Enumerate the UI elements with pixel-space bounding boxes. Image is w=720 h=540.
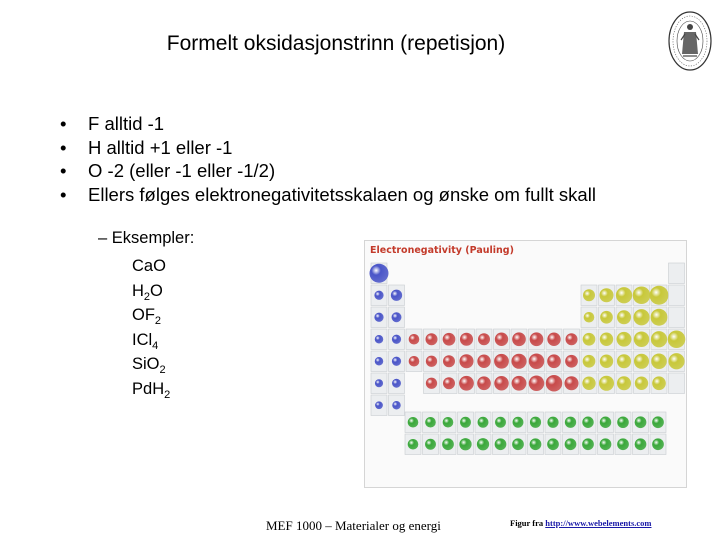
formula-subscript: 2: [154, 315, 162, 328]
electronegativity-ball: [547, 333, 560, 346]
figure-title: Electronegativity (Pauling): [370, 245, 514, 256]
bullet-text: H alltid +1 eller -1: [88, 136, 233, 158]
electronegativity-ball: [478, 333, 490, 345]
electronegativity-ball: [512, 332, 526, 346]
example-formula: [132, 254, 170, 279]
electronegativity-ball: [494, 354, 509, 369]
electronegativity-ball: [459, 376, 474, 391]
electronegativity-ball: [582, 438, 594, 450]
bullet-text: Ellers følges elektronegativitetsskalaen og ønske om fullt skall: [88, 183, 596, 205]
sub-bullet-text: Eksempler:: [111, 229, 195, 247]
element-cell: [669, 263, 685, 284]
formula-subscript: 2: [159, 364, 166, 377]
electronegativity-ball: [459, 354, 473, 368]
electronegativity-ball: [443, 377, 455, 389]
electronegativity-ball: [512, 376, 527, 391]
electronegativity-ball: [583, 355, 596, 368]
electronegativity-ball: [600, 333, 613, 346]
electronegativity-ball: [600, 438, 612, 450]
bullet-text: O -2 (eller -1 eller -1/2): [88, 160, 276, 182]
electronegativity-ball: [408, 439, 419, 450]
electronegativity-ball: [512, 438, 524, 450]
electronegativity-ball: [566, 333, 578, 345]
electronegativity-ball: [392, 379, 401, 388]
electronegativity-ball: [374, 313, 383, 322]
electronegativity-ball: [633, 286, 651, 304]
formula-part: Si: [132, 355, 147, 374]
formula-part: OF: [132, 306, 155, 325]
formula-part: H: [152, 379, 165, 398]
electronegativity-ball: [652, 438, 664, 450]
sub-bullet: [98, 229, 194, 248]
electronegativity-ball: [529, 376, 545, 392]
electronegativity-ball: [617, 438, 629, 450]
formula-subscript: 2: [164, 388, 171, 401]
electronegativity-ball: [426, 356, 437, 367]
bullet-item: [60, 112, 596, 136]
electronegativity-ball: [634, 354, 649, 369]
electronegativity-ball: [375, 357, 384, 366]
electronegativity-ball: [600, 417, 611, 428]
formula-part: Ca: [132, 257, 154, 275]
electronegativity-ball: [530, 438, 542, 450]
electronegativity-ball: [425, 417, 436, 428]
electronegativity-ball: [374, 291, 383, 300]
element-cell: [669, 307, 685, 328]
electronegativity-ball: [530, 417, 541, 428]
electronegativity-ball: [375, 379, 383, 387]
electronegativity-ball: [652, 416, 664, 428]
electronegativity-ball: [633, 309, 649, 325]
bullet-marker: •: [60, 113, 67, 134]
element-cell: [669, 285, 685, 306]
bullet-marker: •: [60, 136, 67, 158]
electronegativity-ball: [668, 353, 684, 369]
electronegativity-ball: [652, 376, 666, 390]
periodic-table-graphic: [365, 241, 686, 487]
electronegativity-ball: [547, 354, 561, 368]
formula-part: ICl: [132, 330, 153, 349]
electronegativity-ball: [442, 438, 454, 450]
electronegativity-ball: [391, 290, 402, 301]
electronegativity-ball: [409, 334, 420, 345]
electronegativity-ball: [600, 355, 613, 368]
electronegativity-ball: [426, 333, 438, 345]
electronegativity-ball: [668, 330, 686, 348]
electronegativity-ball: [635, 416, 647, 428]
formula-part: O: [153, 257, 166, 275]
formula-part: H: [132, 281, 144, 300]
electronegativity-ball: [651, 309, 668, 326]
example-formula: [132, 279, 170, 304]
electronegativity-ball: [460, 333, 473, 346]
formula-part: O: [146, 355, 160, 374]
electronegativity-ball: [495, 417, 506, 428]
electronegativity-ball: [530, 332, 544, 346]
electronegativity-ball: [617, 416, 629, 428]
sub-bullet-marker: –: [98, 229, 108, 247]
example-formula: [132, 328, 170, 353]
electronegativity-ball: [494, 376, 509, 391]
electronegativity-ball: [443, 333, 456, 346]
electronegativity-ball: [584, 312, 595, 323]
element-cell: [669, 373, 685, 394]
example-formula: [132, 377, 170, 402]
electronegativity-ball: [651, 354, 667, 370]
bullet-marker: •: [60, 160, 67, 182]
example-formula: [132, 352, 170, 377]
electronegativity-ball: [370, 264, 389, 283]
figure-credit: [510, 518, 652, 528]
electronegativity-ball: [582, 377, 595, 390]
electronegativity-ball: [617, 332, 632, 347]
electronegativity-ball: [477, 438, 489, 450]
formula-part: O: [150, 281, 163, 300]
electronegativity-ball: [565, 438, 577, 450]
bullet-list: [60, 112, 596, 206]
electronegativity-ball: [635, 438, 647, 450]
electronegativity-ball: [460, 417, 471, 428]
electronegativity-ball: [583, 333, 596, 346]
electronegativity-ball: [617, 310, 631, 324]
electronegativity-ball: [547, 417, 558, 428]
electronegativity-ball: [651, 331, 667, 347]
bullet-marker: •: [60, 183, 67, 205]
bullet-text: F alltid -1: [88, 113, 165, 134]
electronegativity-ball: [650, 286, 669, 305]
example-formulas: [132, 254, 170, 402]
electronegativity-ball: [443, 417, 454, 428]
electronegativity-ball: [582, 417, 593, 428]
electronegativity-ball: [425, 439, 436, 450]
electronegativity-ball: [547, 438, 559, 450]
bullet-item: [60, 136, 596, 160]
electronegativity-ball: [599, 376, 614, 391]
electronegativity-ball: [565, 417, 576, 428]
formula-part: Pd: [132, 379, 153, 398]
footer-text: MEF 1000 – Materialer og energi: [266, 518, 441, 533]
electronegativity-ball: [408, 417, 419, 428]
electronegativity-ball: [513, 417, 524, 428]
electronegativity-ball: [546, 375, 562, 391]
university-seal-logo: [667, 10, 713, 72]
electronegativity-ball: [616, 287, 632, 303]
electronegativity-ball: [392, 401, 401, 410]
electronegativity-figure: [364, 240, 687, 488]
electronegativity-ball: [477, 376, 491, 390]
example-formula: [132, 303, 170, 328]
electronegativity-ball: [477, 355, 490, 368]
bullet-item: [60, 159, 596, 183]
electronegativity-ball: [495, 438, 507, 450]
electronegativity-ball: [495, 333, 508, 346]
credit-prefix: Figur fra: [510, 518, 546, 528]
electronegativity-ball: [443, 355, 455, 367]
page-title: Formelt oksidasjonstrinn (repetisjon): [166, 32, 506, 55]
credit-link[interactable]: http://www.webelements.com: [545, 518, 652, 528]
electronegativity-ball: [426, 378, 437, 389]
electronegativity-ball: [599, 288, 613, 302]
electronegativity-ball: [375, 401, 383, 409]
electronegativity-ball: [478, 417, 489, 428]
electronegativity-ball: [634, 332, 650, 348]
electronegativity-ball: [564, 376, 578, 390]
electronegativity-ball: [617, 376, 631, 390]
formula-subscript: 2: [143, 290, 151, 303]
electronegativity-ball: [617, 354, 631, 368]
electronegativity-ball: [409, 356, 420, 367]
electronegativity-ball: [529, 354, 545, 370]
electronegativity-ball: [511, 354, 526, 369]
electronegativity-ball: [459, 438, 471, 450]
electronegativity-ball: [392, 312, 402, 322]
electronegativity-ball: [565, 355, 578, 368]
electronegativity-ball: [375, 335, 384, 344]
formula-subscript: 4: [152, 339, 159, 352]
electronegativity-ball: [635, 377, 648, 390]
electronegativity-ball: [600, 311, 613, 324]
electronegativity-ball: [583, 289, 595, 301]
bullet-item: [60, 183, 596, 207]
electronegativity-ball: [392, 335, 401, 344]
electronegativity-ball: [392, 357, 401, 366]
